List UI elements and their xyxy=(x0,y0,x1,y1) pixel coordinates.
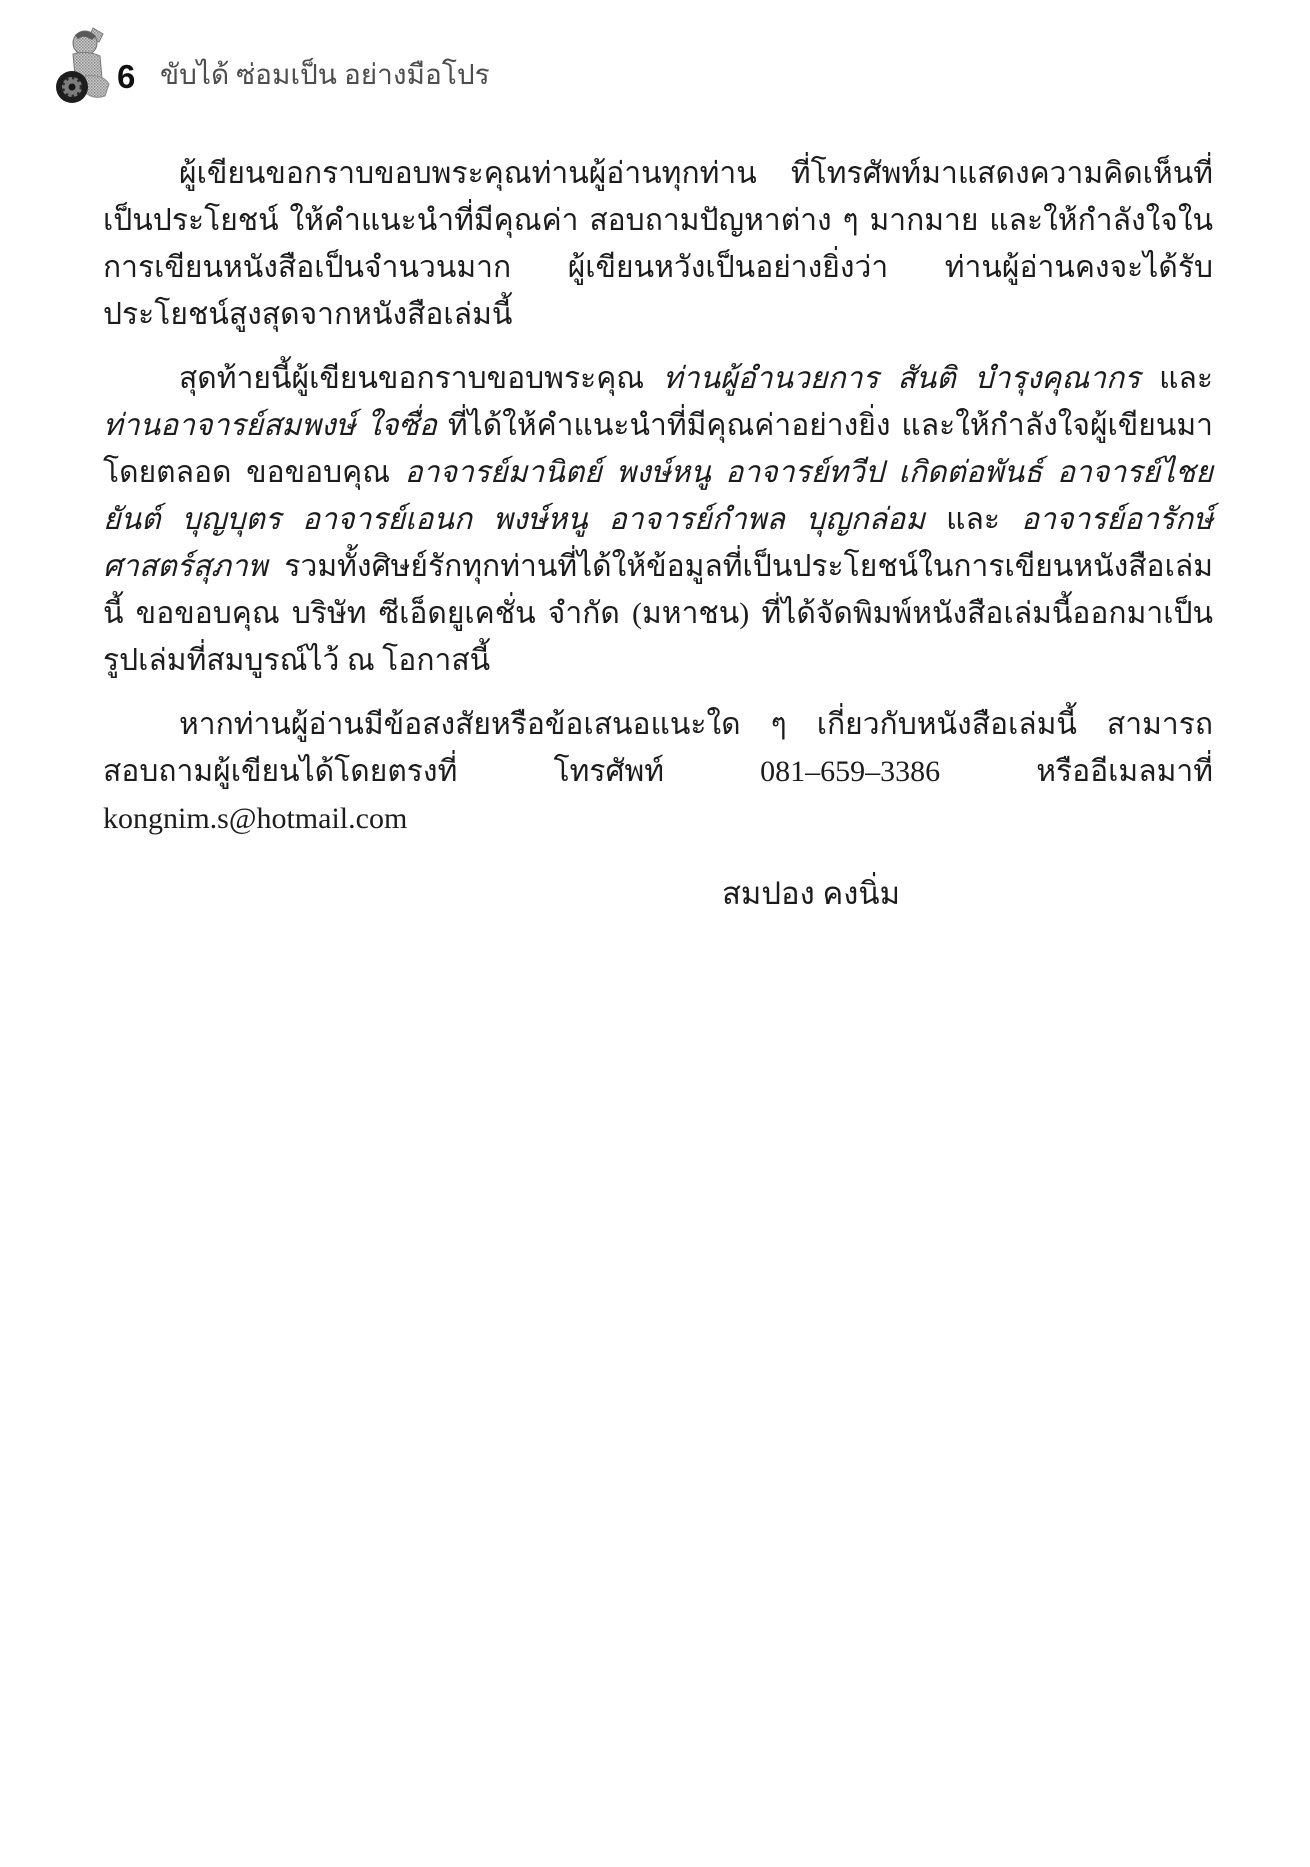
running-title: ขับได้ ซ่อมเป็น อย่างมือโปร xyxy=(160,60,490,91)
text-segment: ผู้เขียนขอกราบขอบพระคุณท่านผู้อ่านทุกท่าน ที่โทรศัพท์มาแสดงความคิดเห็นที่เป็นประโยชน์ ให้คำแนะนำที่มีคุณค่า สอบถามปัญหาต่าง ๆ มากมาย และให้กำลังใจในการเขียนหนังสือเป็นจำนวนมาก ผู้เขียนหวังเป็นอย่างยิ่งว่า ท่านผู้อ่านคงจะได้รับประโยชน์สูงสุดจากหนังสือเล่มนี้ xyxy=(103,157,1213,331)
text-segment: หากท่านผู้อ่านมีข้อสงสัยหรือข้อเสนอแนะใด ๆ เกี่ยวกับหนังสือเล่มนี้ สามารถสอบถามผู้เขียนได้โดยตรงที่ โทรศัพท์ 081–659–3386 หรืออีเมลมาที่ kongnim.s@hotmail.com xyxy=(103,708,1213,835)
text-segment: สุดท้ายนี้ผู้เขียนขอกราบขอบพระคุณ xyxy=(179,362,663,395)
text-segment: ท่านผู้อำนวยการ สันติ บำรุงคุณากร xyxy=(662,362,1141,395)
text-segment: อาจารย์อารักษ์ ศาสตร์สุภาพ xyxy=(103,503,1213,583)
mechanic-mascot-icon xyxy=(55,26,115,108)
text-segment: และ xyxy=(1140,362,1213,395)
text-segment: อาจารย์มานิตย์ พงษ์หนู อาจารย์ทวีป เกิดต่อพันธ์ อาจารย์ไชยยันต์ บุญบุตร อาจารย์เอนก พงษ์หนู อาจารย์กำพล บุญกล่อม xyxy=(103,456,1213,536)
text-segment: ที่ได้ให้คำแนะนำที่มีคุณค่าอย่างยิ่ง และให้กำลังใจผู้เขียนมาโดยตลอด ขอขอบคุณ xyxy=(103,409,1214,489)
paragraph-acknowledge-readers xyxy=(103,150,1213,338)
paragraph-contact-info xyxy=(103,701,1213,842)
text-segment: รวมทั้งศิษย์รักทุกท่านที่ได้ให้ข้อมูลที่เป็นประโยชน์ในการเขียนหนังสือเล่มนี้ ขอขอบคุณ บริษัท ซีเอ็ดยูเคชั่น จำกัด (มหาชน) ที่ได้จัดพิมพ์หนังสือเล่มนี้ออกมาเป็นรูปเล่มที่สมบูรณ์ไว้ ณ โอกาสนี้ xyxy=(103,550,1213,677)
text-segment: และ xyxy=(924,503,1022,536)
author-signature: สมปอง คงนิ่ม xyxy=(722,876,901,911)
paragraph-acknowledge-mentors xyxy=(103,355,1213,684)
page-number: 6 xyxy=(117,58,136,95)
text-segment: ท่านอาจารย์สมพงษ์ ใจซื่อ xyxy=(103,409,437,442)
body-text xyxy=(103,150,1213,859)
